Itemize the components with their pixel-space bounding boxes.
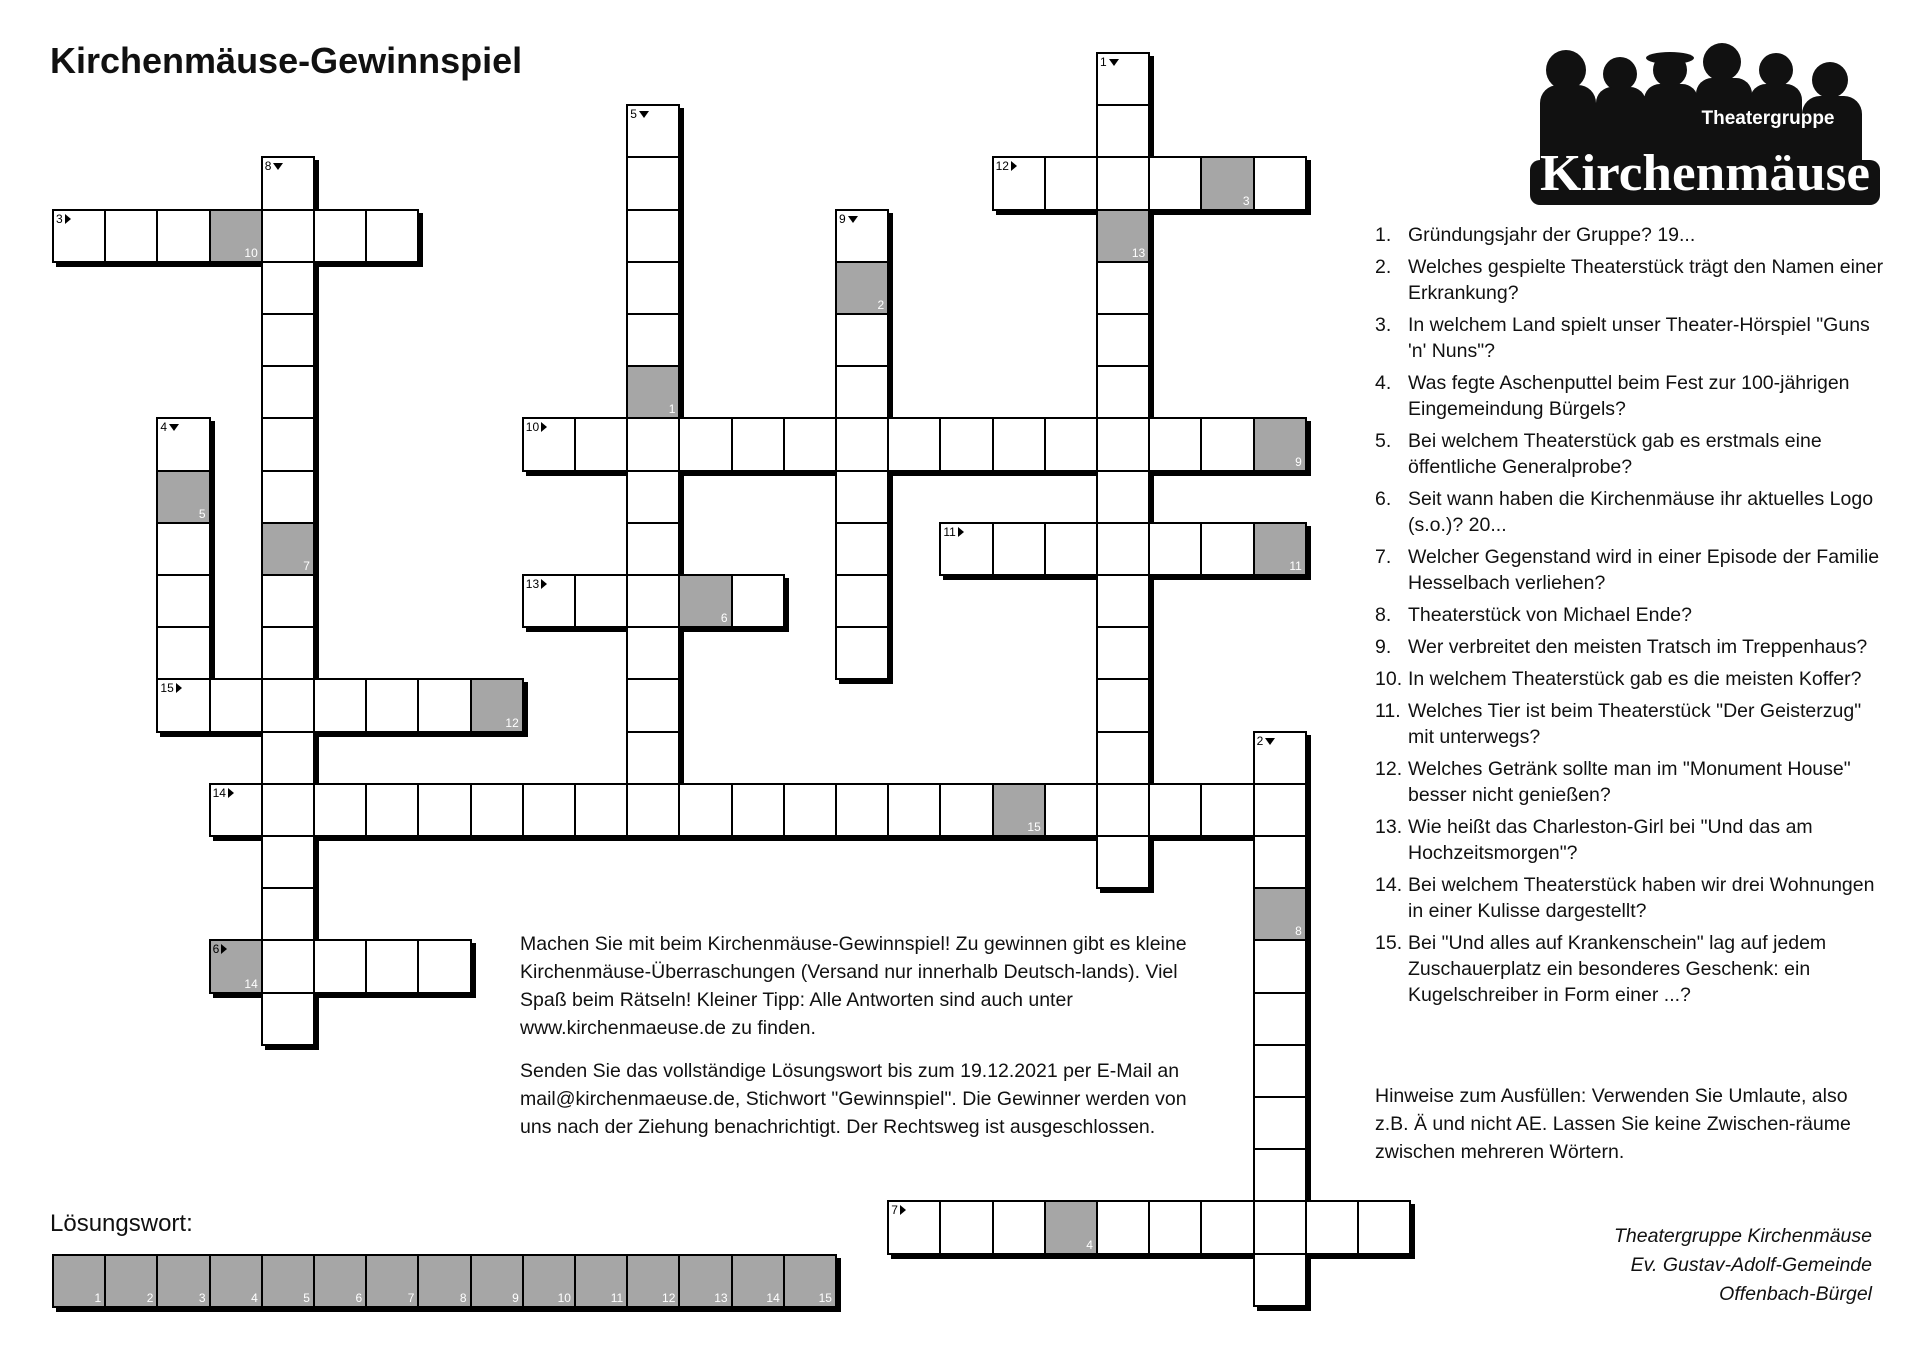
crossword-cell[interactable] — [731, 783, 785, 837]
solution-word-index: 13 — [714, 1291, 728, 1306]
solution-index-label: 4 — [1086, 1237, 1093, 1252]
crossword-cell[interactable] — [1305, 1200, 1359, 1254]
crossword-cell[interactable] — [626, 470, 680, 524]
crossword-cell[interactable] — [731, 417, 785, 471]
clue-item: 6. Seit wann haben die Kirchenmäuse ihr aktuelles Logo (s.o.)? 20... — [1375, 488, 1874, 536]
arrow-right-icon — [228, 788, 234, 798]
crossword-cell[interactable] — [1253, 992, 1307, 1046]
clue-number-label: 11 — [943, 525, 963, 539]
crossword-solution-cell[interactable] — [1200, 156, 1254, 210]
intro-paragraph-2: Senden Sie das vollständige Lösungswort bis zum 19.12.2021 per E-Mail an mail@kirchenmaeuse.de, Stichwort "Gewinnspiel". Die Gewinner werden von uns nach der Ziehung benachrichtigt. Der Rechtsweg ist ausgeschlossen. — [520, 1060, 1187, 1138]
crossword-cell[interactable] — [417, 678, 471, 732]
crossword-cell[interactable] — [626, 731, 680, 785]
crossword-cell[interactable] — [1200, 417, 1254, 471]
logo-big-text: Kirchenmäuse — [1540, 145, 1870, 202]
crossword-cell[interactable] — [1200, 522, 1254, 576]
arrow-down-icon — [639, 111, 649, 118]
arrow-right-icon — [176, 683, 182, 693]
crossword-cell[interactable] — [574, 783, 628, 837]
crossword-solution-cell[interactable] — [1253, 417, 1307, 471]
clue-item: 2. Welches gespielte Theaterstück trägt den Namen einer Erkrankung? — [1375, 256, 1884, 304]
crossword-cell[interactable] — [1096, 365, 1150, 419]
crossword-cell[interactable] — [1253, 835, 1307, 889]
solution-word-index: 10 — [557, 1291, 571, 1306]
footer-line: Theatergruppe Kirchenmäuse — [1614, 1225, 1872, 1247]
crossword-cell[interactable] — [261, 992, 315, 1046]
solution-word-index: 7 — [407, 1291, 415, 1306]
theatergruppe-logo — [1530, 40, 1880, 215]
solution-word-index: 1 — [94, 1291, 102, 1306]
crossword-cell[interactable] — [1253, 1096, 1307, 1150]
crossword-cell[interactable] — [1096, 261, 1150, 315]
crossword-cell[interactable] — [104, 209, 158, 263]
crossword-cell[interactable] — [835, 417, 889, 471]
crossword-solution-cell[interactable] — [992, 783, 1046, 837]
crossword-cell[interactable] — [835, 209, 889, 263]
solution-word-index: 3 — [198, 1291, 206, 1306]
crossword-cell[interactable] — [261, 731, 315, 785]
crossword-cell[interactable] — [1096, 313, 1150, 367]
crossword-cell[interactable] — [156, 209, 210, 263]
crossword-cell[interactable] — [887, 417, 941, 471]
crossword-cell[interactable] — [626, 104, 680, 158]
crossword-cell[interactable] — [1044, 417, 1098, 471]
arrow-down-icon — [1265, 738, 1275, 745]
arrow-down-icon — [169, 424, 179, 431]
solution-word-index: 11 — [610, 1291, 624, 1306]
solution-index-label: 7 — [303, 558, 310, 573]
crossword-cell[interactable] — [313, 783, 367, 837]
solution-word-index: 4 — [251, 1291, 258, 1306]
solution-index-label: 9 — [1295, 454, 1302, 469]
solution-index-label: 11 — [1289, 558, 1302, 573]
clue-number-label: 15 — [160, 681, 181, 695]
crossword-cell[interactable] — [1253, 783, 1307, 837]
crossword-cell[interactable] — [261, 887, 315, 941]
crossword-cell[interactable] — [939, 1200, 993, 1254]
crossword-solution-cell[interactable] — [156, 470, 210, 524]
crossword-cell[interactable] — [313, 678, 367, 732]
clue-item: 5. Bei welchem Theaterstück gab es erstmals eine öffentliche Generalprobe? — [1375, 430, 1822, 478]
clue-list — [1375, 222, 1885, 1014]
solution-word-index: 15 — [818, 1291, 832, 1306]
crossword-cell[interactable] — [522, 417, 576, 471]
solution-index-label: 3 — [1242, 193, 1250, 208]
crossword-cell[interactable] — [261, 417, 315, 471]
solution-index-label: 5 — [198, 506, 206, 521]
crossword-cell[interactable] — [678, 783, 732, 837]
crossword-cell[interactable] — [1200, 783, 1254, 837]
crossword-solution-cell[interactable] — [1253, 522, 1307, 576]
solution-index-label: 8 — [1295, 924, 1302, 939]
crossword-cell[interactable] — [417, 939, 471, 993]
footer-line: Ev. Gustav-Adolf-Gemeinde — [1630, 1254, 1872, 1276]
solution-word-index: 6 — [355, 1291, 363, 1306]
solution-index-label: 2 — [877, 297, 885, 312]
crossword-cell[interactable] — [1148, 1200, 1202, 1254]
solution-index-label: 1 — [668, 402, 676, 417]
solution-index-label: 10 — [244, 245, 258, 260]
crossword-cell[interactable] — [574, 574, 628, 628]
clue-number-label: 13 — [526, 577, 547, 591]
crossword-cell[interactable] — [365, 939, 419, 993]
crossword-cell[interactable] — [313, 939, 367, 993]
crossword-cell[interactable] — [1044, 783, 1098, 837]
crossword-cell[interactable] — [992, 1200, 1046, 1254]
crossword-cell[interactable] — [835, 470, 889, 524]
arrow-right-icon — [541, 579, 547, 589]
crossword-cell[interactable] — [992, 417, 1046, 471]
crossword-cell[interactable] — [835, 313, 889, 367]
crossword-cell[interactable] — [1253, 156, 1307, 210]
crossword-cell[interactable] — [261, 626, 315, 680]
crossword-cell[interactable] — [261, 209, 315, 263]
crossword-cell[interactable] — [1148, 156, 1202, 210]
crossword-cell[interactable] — [1357, 1200, 1411, 1254]
crossword-cell[interactable] — [626, 209, 680, 263]
clue-item: 1. Gründungsjahr der Gruppe? 19... — [1375, 224, 1696, 246]
crossword-cell[interactable] — [156, 522, 210, 576]
crossword-cell[interactable] — [1148, 783, 1202, 837]
crossword-cell[interactable] — [1096, 574, 1150, 628]
crossword-cell[interactable] — [261, 313, 315, 367]
crossword-solution-cell[interactable] — [1044, 1200, 1098, 1254]
crossword-cell[interactable] — [835, 783, 889, 837]
crossword-cell[interactable] — [1044, 156, 1098, 210]
solution-index-label: 13 — [1131, 245, 1146, 260]
clue-item: 13. Wie heißt das Charleston-Girl bei "Und das am Hochzeitsmorgen"? — [1375, 816, 1813, 864]
clue-number-label: 4 — [160, 420, 179, 434]
crossword-cell[interactable] — [417, 783, 471, 837]
crossword-cell[interactable] — [939, 522, 993, 576]
crossword-cell[interactable] — [1253, 731, 1307, 785]
crossword-cell[interactable] — [261, 835, 315, 889]
crossword-cell[interactable] — [1096, 835, 1150, 889]
crossword-cell[interactable] — [626, 522, 680, 576]
solution-index-label: 14 — [244, 976, 258, 991]
crossword-cell[interactable] — [1148, 417, 1202, 471]
clue-item: 3. In welchem Land spielt unser Theater-Hörspiel "Guns 'n' Nuns"? — [1375, 314, 1870, 362]
crossword-cell[interactable] — [1253, 939, 1307, 993]
crossword-cell[interactable] — [365, 209, 419, 263]
crossword-cell[interactable] — [1253, 1200, 1307, 1254]
crossword-cell[interactable] — [156, 678, 210, 732]
clue-number-label: 9 — [839, 212, 858, 226]
crossword-cell[interactable] — [261, 261, 315, 315]
arrow-right-icon — [1011, 161, 1017, 171]
crossword-cell[interactable] — [156, 417, 210, 471]
crossword-cell[interactable] — [470, 783, 524, 837]
crossword-cell[interactable] — [1148, 522, 1202, 576]
solution-index-label: 12 — [505, 715, 519, 730]
solution-word-index: 14 — [766, 1291, 780, 1306]
crossword-cell[interactable] — [626, 261, 680, 315]
crossword-solution-cell[interactable] — [209, 939, 263, 993]
crossword-cell[interactable] — [574, 417, 628, 471]
crossword-cell[interactable] — [626, 574, 680, 628]
crossword-cell[interactable] — [992, 156, 1046, 210]
crossword-cell[interactable] — [835, 365, 889, 419]
solution-word-index: 5 — [303, 1291, 310, 1306]
crossword-cell[interactable] — [522, 574, 576, 628]
clue-number-label: 14 — [213, 786, 234, 800]
crossword-cell[interactable] — [1096, 626, 1150, 680]
clue-item: 9. Wer verbreitet den meisten Tratsch im Treppenhaus? — [1375, 636, 1868, 658]
clue-item: 8. Theaterstück von Michael Ende? — [1375, 604, 1692, 626]
crossword-solution-cell[interactable] — [678, 574, 732, 628]
solution-index-label: 6 — [720, 611, 728, 626]
clue-item: 15. Bei "Und alles auf Krankenschein" lag auf jedem Zuschauerplatz ein besonderes Geschenk: ein Kugelschreiber in Form einer ...? — [1375, 932, 1827, 1006]
crossword-cell[interactable] — [209, 783, 263, 837]
logo-small-text: Theatergruppe — [1701, 108, 1835, 129]
arrow-down-icon — [273, 163, 283, 170]
crossword-cell[interactable] — [261, 783, 315, 837]
arrow-right-icon — [65, 214, 71, 224]
crossword-cell[interactable] — [1200, 1200, 1254, 1254]
clue-item: 11. Welches Tier ist beim Theaterstück "Der Geisterzug" mit unterwegs? — [1375, 700, 1862, 748]
crossword-cell[interactable] — [626, 417, 680, 471]
crossword-cell[interactable] — [1096, 678, 1150, 732]
solution-index-label: 15 — [1027, 819, 1041, 834]
crossword-cell[interactable] — [522, 783, 576, 837]
solution-word-index: 8 — [459, 1291, 467, 1306]
crossword-cell[interactable] — [835, 626, 889, 680]
clue-number-label: 8 — [265, 159, 284, 173]
crossword-cell[interactable] — [1044, 522, 1098, 576]
crossword-cell[interactable] — [626, 783, 680, 837]
crossword-cell[interactable] — [1096, 52, 1150, 106]
crossword-cell[interactable] — [1096, 1200, 1150, 1254]
solution-word-index: 2 — [146, 1291, 154, 1306]
crossword-cell[interactable] — [1096, 417, 1150, 471]
crossword-cell[interactable] — [1096, 470, 1150, 524]
clue-item: 12. Welches Getränk sollte man im "Monument House" besser nicht genießen? — [1375, 758, 1851, 806]
crossword-solution-cell[interactable] — [835, 261, 889, 315]
crossword-cell[interactable] — [365, 783, 419, 837]
crossword-cell[interactable] — [313, 209, 367, 263]
crossword-cell[interactable] — [1096, 156, 1150, 210]
intro-text — [520, 930, 1200, 1156]
crossword-cell[interactable] — [939, 417, 993, 471]
arrow-right-icon — [541, 422, 547, 432]
clue-number-label: 7 — [891, 1203, 906, 1217]
crossword-cell[interactable] — [261, 939, 315, 993]
crossword-solution-cell[interactable] — [470, 678, 524, 732]
crossword-cell[interactable] — [1096, 522, 1150, 576]
clue-item: 10. In welchem Theaterstück gab es die meisten Koffer? — [1375, 668, 1862, 690]
crossword-cell[interactable] — [783, 783, 837, 837]
crossword-cell[interactable] — [783, 417, 837, 471]
clue-number-label: 10 — [526, 420, 547, 434]
crossword-cell[interactable] — [365, 678, 419, 732]
crossword-cell[interactable] — [887, 783, 941, 837]
crossword-cell[interactable] — [261, 156, 315, 210]
crossword-cell[interactable] — [626, 626, 680, 680]
clue-number-label: 2 — [1257, 734, 1276, 748]
crossword-cell[interactable] — [678, 417, 732, 471]
crossword-cell[interactable] — [626, 156, 680, 210]
crossword-cell[interactable] — [1096, 731, 1150, 785]
crossword-cell[interactable] — [731, 574, 785, 628]
crossword-cell[interactable] — [52, 209, 106, 263]
crossword-cell[interactable] — [261, 574, 315, 628]
arrow-right-icon — [221, 944, 227, 954]
crossword-solution-cell[interactable] — [1253, 887, 1307, 941]
crossword-cell[interactable] — [887, 1200, 941, 1254]
arrow-right-icon — [900, 1205, 906, 1215]
crossword-cell[interactable] — [156, 574, 210, 628]
clue-number-label: 5 — [630, 107, 649, 121]
arrow-right-icon — [958, 527, 964, 537]
intro-paragraph-1: Machen Sie mit beim Kirchenmäuse-Gewinnspiel! Zu gewinnen gibt es kleine Kirchenmäuse-Überraschungen (Versand nur innerhalb Deutsch-lands). Viel Spaß beim Rätseln! Kleiner Tipp: Alle Antworten sind auch unter www.kirchenmaeuse.de zu finden. — [520, 933, 1187, 1039]
crossword-solution-cell[interactable] — [1096, 209, 1150, 263]
clue-number-label: 12 — [996, 159, 1017, 173]
clue-number-label: 1 — [1100, 55, 1119, 69]
page-title: Kirchenmäuse-Gewinnspiel — [50, 40, 523, 81]
footer-credits — [1614, 1222, 1872, 1309]
crossword-cell[interactable] — [1096, 104, 1150, 158]
crossword-cell[interactable] — [261, 470, 315, 524]
filling-hint: Hinweise zum Ausfüllen: Verwenden Sie Umlaute, also z.B. Ä und nicht AE. Lassen Sie keine Zwischen-räume zwischen mehreren Wörtern. — [1375, 1085, 1851, 1163]
solution-word-index: 12 — [662, 1291, 676, 1306]
crossword-cell[interactable] — [261, 678, 315, 732]
crossword-cell[interactable] — [1253, 1253, 1307, 1307]
clue-number-label: 6 — [213, 942, 228, 956]
solution-label: Lösungswort: — [50, 1210, 193, 1237]
crossword-cell[interactable] — [1253, 1148, 1307, 1202]
crossword-cell[interactable] — [261, 365, 315, 419]
crossword-solution-cell[interactable] — [261, 522, 315, 576]
clue-number-label: 3 — [56, 212, 71, 226]
crossword-solution-cell[interactable] — [626, 365, 680, 419]
arrow-down-icon — [1109, 59, 1119, 66]
crossword-cell[interactable] — [835, 522, 889, 576]
crossword-cell[interactable] — [626, 313, 680, 367]
crossword-cell[interactable] — [209, 678, 263, 732]
crossword-cell[interactable] — [626, 678, 680, 732]
clue-item: 7. Welcher Gegenstand wird in einer Episode der Familie Hesselbach verliehen? — [1375, 546, 1880, 594]
crossword-cell[interactable] — [835, 574, 889, 628]
clue-item: 14. Bei welchem Theaterstück haben wir drei Wohnungen in einer Kulisse dargestellt? — [1375, 874, 1875, 922]
crossword-cell[interactable] — [1096, 783, 1150, 837]
arrow-down-icon — [848, 216, 858, 223]
footer-line: Offenbach-Bürgel — [1719, 1283, 1872, 1305]
crossword-cell[interactable] — [1253, 1044, 1307, 1098]
crossword-solution-cell[interactable] — [209, 209, 263, 263]
crossword-cell[interactable] — [156, 626, 210, 680]
clue-item: 4. Was fegte Aschenputtel beim Fest zur 100-jährigen Eingemeindung Bürgels? — [1375, 372, 1850, 420]
solution-word-index: 9 — [512, 1291, 519, 1306]
crossword-cell[interactable] — [992, 522, 1046, 576]
crossword-cell[interactable] — [939, 783, 993, 837]
